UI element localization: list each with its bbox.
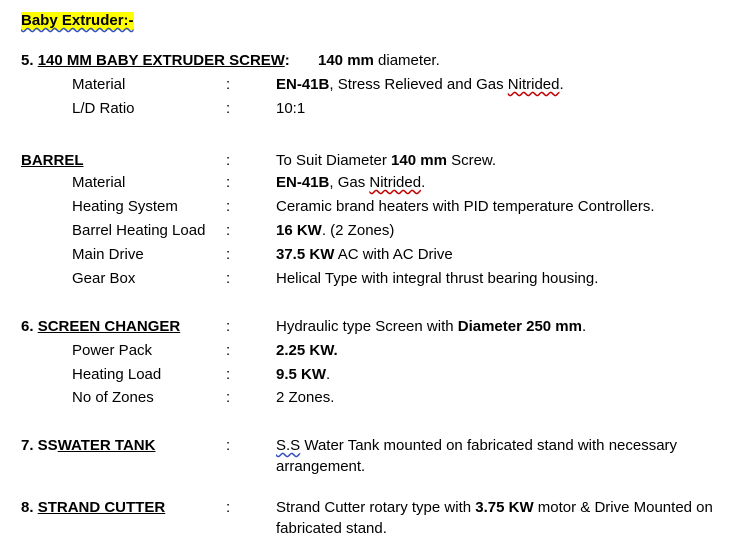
barrel-drive-label: Main Drive	[72, 246, 144, 263]
cutter-value	[276, 499, 713, 517]
screw-material-nitrided: Nitrided	[507, 76, 560, 93]
barrel-value-post: Screw.	[446, 152, 497, 169]
barrel-load-label: Barrel Heating Load	[72, 222, 206, 239]
section-number: 7. SS	[21, 437, 58, 454]
section-number: 5.	[21, 52, 34, 69]
barrel-gear-label: Gear Box	[72, 270, 136, 287]
screw-ld-label: L/D Ratio	[72, 100, 135, 117]
colon: :	[226, 100, 231, 117]
barrel-material-value	[276, 174, 425, 192]
screw-material-value	[276, 76, 564, 94]
cutter-value-bold: 3.75 KW	[475, 499, 534, 516]
barrel-gear-value: Helical Type with integral thrust bearing housing.	[276, 270, 599, 287]
colon: :	[226, 366, 231, 383]
colon: :	[226, 270, 231, 287]
screen-zones-value: 2 Zones.	[276, 389, 335, 406]
screen-load-value	[276, 366, 330, 384]
barrel-load-bold: 16 KW	[276, 222, 322, 239]
barrel-value	[276, 152, 496, 170]
barrel-load-rest: . (2 Zones)	[321, 222, 395, 239]
colon: :	[226, 152, 231, 169]
tank-value-ss: S.S	[276, 437, 301, 454]
colon: :	[226, 318, 231, 335]
screen-value-bold: Diameter 250 mm	[457, 318, 582, 335]
screw-material-mid: , Stress Relieved and Gas	[329, 76, 508, 93]
section-barrel-heading: BARREL	[21, 152, 84, 169]
screen-value	[276, 318, 586, 336]
barrel-load-value	[276, 222, 394, 240]
screw-diameter-value	[318, 52, 440, 70]
barrel-drive-bold: 37.5 KW	[276, 246, 335, 263]
barrel-drive-value	[276, 246, 453, 264]
cutter-value-line2: fabricated stand.	[276, 520, 387, 537]
section-cutter-heading	[21, 499, 165, 517]
section-title: SCREEN CHANGER	[37, 318, 181, 335]
section-screen-heading	[21, 318, 180, 336]
tank-value-rest: Water Tank mounted on fabricated stand with necessary	[300, 437, 678, 454]
screw-material-bold: EN-41B	[276, 76, 330, 93]
section-number: 8.	[21, 499, 34, 516]
section-number: 6.	[21, 318, 34, 335]
screen-value-pre: Hydraulic type Screen with	[276, 318, 458, 335]
section-colon: :	[284, 52, 290, 69]
section-title: STRAND CUTTER	[37, 499, 166, 516]
cutter-value-post: motor & Drive Mounted on	[533, 499, 713, 516]
document-title-text: Baby Extruder:-	[21, 12, 134, 29]
screen-load-rest: .	[326, 366, 331, 383]
barrel-material-mid: , Gas	[329, 174, 370, 191]
colon: :	[226, 342, 231, 359]
screen-power-label: Power Pack	[72, 342, 153, 359]
colon: :	[226, 198, 231, 215]
barrel-value-bold: 140 mm	[391, 152, 447, 169]
screw-ld-value: 10:1	[276, 100, 306, 117]
barrel-heating-value: Ceramic brand heaters with PID temperature Controllers.	[276, 198, 655, 215]
tank-value-line2: arrangement.	[276, 458, 366, 475]
section-tank-heading	[21, 437, 155, 455]
section-title: WATER TANK	[57, 437, 156, 454]
screw-diameter-rest: diameter.	[373, 52, 440, 69]
colon: :	[226, 499, 231, 516]
screen-power-value: 2.25 KW.	[276, 342, 338, 359]
document-title	[21, 12, 134, 30]
screw-diameter-bold: 140 mm	[318, 52, 374, 69]
tank-value	[276, 437, 677, 455]
barrel-material-bold: EN-41B	[276, 174, 330, 191]
screw-material-end: .	[559, 76, 564, 93]
screen-load-bold: 9.5 KW	[276, 366, 327, 383]
screw-material-label: Material	[72, 76, 126, 93]
cutter-value-pre: Strand Cutter rotary type with	[276, 499, 476, 516]
section-screw-heading	[21, 52, 290, 70]
screen-load-label: Heating Load	[72, 366, 162, 383]
section-title: 140 MM BABY EXTRUDER SCREW	[37, 52, 285, 69]
colon: :	[226, 174, 231, 191]
barrel-material-nitrided: Nitrided	[369, 174, 422, 191]
barrel-drive-rest: AC with AC Drive	[334, 246, 453, 263]
colon: :	[226, 76, 231, 93]
barrel-heating-label: Heating System	[72, 198, 178, 215]
colon: :	[226, 437, 231, 454]
colon: :	[226, 222, 231, 239]
colon: :	[226, 389, 231, 406]
screen-zones-label: No of Zones	[72, 389, 154, 406]
barrel-value-pre: To Suit Diameter	[276, 152, 392, 169]
barrel-material-label: Material	[72, 174, 126, 191]
barrel-material-end: .	[421, 174, 426, 191]
screen-value-post: .	[581, 318, 587, 335]
colon: :	[226, 246, 231, 263]
